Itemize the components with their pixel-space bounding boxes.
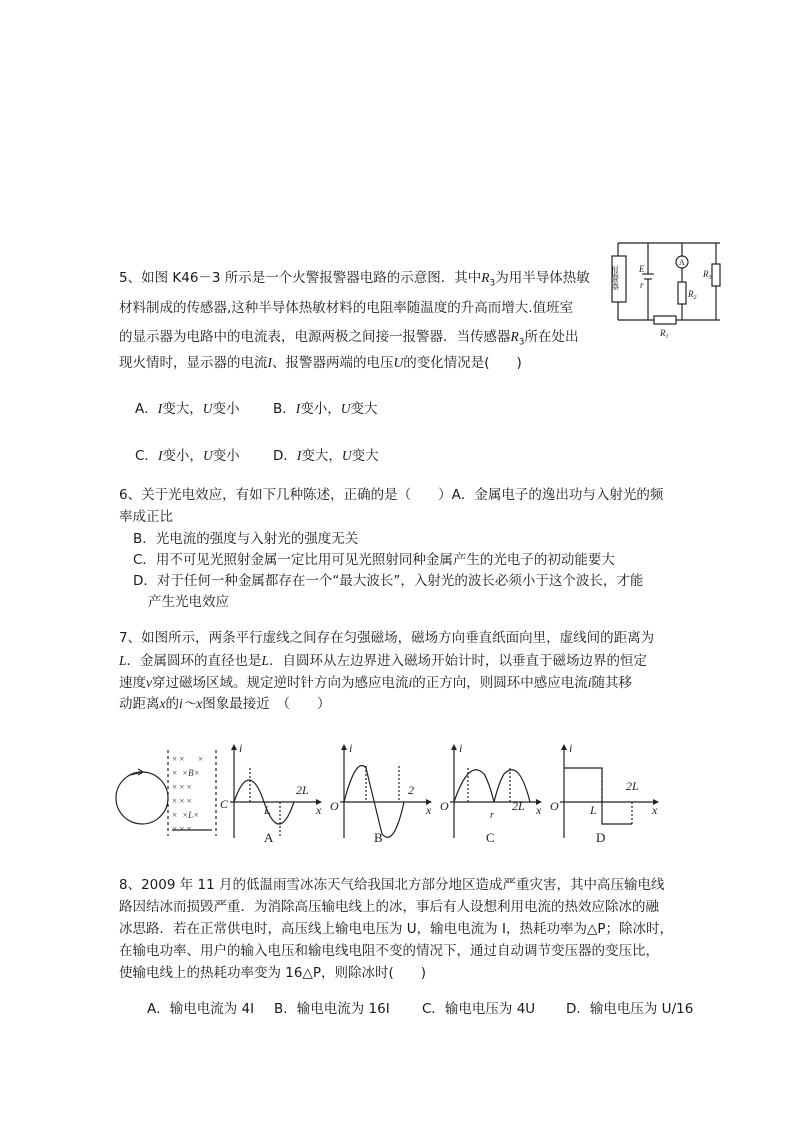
q8-option-b: B．输电电流为 16I [274, 1001, 390, 1017]
q5-option-d: D．I变大，U变大 [273, 448, 379, 464]
graph-d-caption: D [596, 830, 606, 845]
q8-option-c: C．输电电压为 4U [422, 1001, 536, 1017]
q7-line-3: 速度v穿过磁场区域。规定逆时针方向为感应电流i的正方向，则圆环中感应电流i随其移 [119, 675, 633, 691]
svg-text:× × ×: × × × [172, 824, 192, 834]
q7-line-2: L．金属圆环的直径也是L．自圆环从左边界进入磁场开始计时，以垂直于磁场边界的恒定 [119, 653, 648, 669]
q7-line-1: 7、如图所示，两条平行虚线之间存在匀强磁场，磁场方向垂直纸面向里，虚线间的距离为 [119, 630, 655, 646]
svg-text:×: × [198, 754, 204, 764]
q6-option-d-cont: 产生光电效应 [148, 594, 229, 610]
internal-resistance-label: r [640, 280, 644, 290]
q6-option-c: C．用不可见光照射金属一定比用可见光照射同种金属产生的光电子的初动能要大 [133, 552, 615, 568]
svg-text:×: × [172, 768, 178, 778]
graph-d-step [564, 768, 632, 824]
q8-line-1: 8、2009 年 11 月的低温雨雪冰冻天气给我国北方部分地区造成严重灾害，其中高压输电线 [119, 877, 665, 893]
svg-text:×: × [172, 810, 178, 820]
q8-line-3: 冰思路．若在正常供电时，高压线上输电电压为 U，输电电流为 I，热耗功率为△P；除冰时， [119, 921, 673, 937]
q5-line-4: 现火情时，显示器的电流I、报警器两端的电压U的变化情况是( ) [119, 355, 522, 371]
resistor-r1 [654, 316, 676, 324]
alarm-label: 报警器 [610, 266, 620, 290]
graph-d-i-label: i [569, 741, 573, 755]
graph-b-curve [344, 766, 404, 838]
graph-d-2l: 2L [626, 779, 639, 793]
graph-c-origin: O [440, 799, 449, 813]
graph-b-i-label: i [349, 741, 353, 755]
graph-a-origin: C [220, 797, 229, 811]
graph-a-caption: A [264, 830, 274, 845]
q5-line-2: 材料制成的传感器,这种半导体热敏材料的电阻率随温度的升高而增大.值班室 [119, 300, 574, 316]
q5-line-3: 的显示器为电路中的电流表，电源两极之间接一报警器．当传感器$R_3$所在处出 [119, 329, 579, 348]
field-b-label: ×B× [182, 768, 200, 778]
graph-c-x: x [536, 803, 542, 817]
graph-c-r: r [490, 810, 494, 821]
graph-b-2: 2 [408, 783, 414, 797]
q8-line-2: 路因结冰而损毁严重．为消除高压输电线上的冰，事后有人设想利用电流的热效应除冰的融 [119, 899, 659, 915]
graph-c-2l: 2L [512, 799, 525, 813]
graph-d-x: x [652, 803, 658, 817]
field-l-label: ×L× [182, 810, 200, 820]
q5-option-a: A．I变大，U变小 [135, 401, 240, 417]
graph-b-x: x [426, 803, 432, 817]
graph-c-curve [454, 770, 530, 802]
q6-line-2: 率成正比 [119, 509, 173, 525]
q5-line-1: 5、如图 K46－3 所示是一个火警报警器电路的示意图．其中$R_3$为用半导体热敏 [119, 270, 590, 289]
graph-d-l: L [590, 803, 597, 817]
graph-c-caption: C [486, 830, 495, 845]
svg-text:× × ×: × × × [172, 782, 192, 792]
metal-ring [116, 772, 168, 824]
r2-label: $R_2$ [688, 289, 697, 301]
q6-option-b: B．光电流的强度与入射光的强度无关 [133, 531, 359, 547]
graph-b-caption: B [374, 830, 383, 845]
graph-a-i-label: i [239, 741, 243, 755]
graph-d-origin: O [550, 799, 559, 813]
q6-line-1: 6、关于光电效应，有如下几种陈述，正确的是（ ）A．金属电子的逸出功与入射光的频 [119, 487, 664, 503]
resistor-r2 [678, 282, 686, 304]
graph-b-origin: O [330, 799, 339, 813]
r3-label: $R_3$ [703, 269, 712, 281]
field-crosses [172, 754, 203, 834]
q5-option-b: B．I变小，U变大 [273, 401, 378, 417]
svg-text:× ×: × × [172, 754, 185, 764]
emf-label: E [639, 264, 645, 274]
graph-c-i-label: i [459, 741, 463, 755]
q5-option-c: C．I变小，U变小 [135, 448, 240, 464]
ammeter-label: A [679, 258, 685, 267]
graph-a-l: L [264, 803, 271, 817]
svg-text:× × ×: × × × [172, 796, 192, 806]
ring-magnetic-field-figure [112, 738, 672, 848]
q7-line-4: 动距离x的i～x图象最接近 （ ） [119, 696, 331, 712]
q8-line-4: 在输电功率、用户的输入电压和输电线电阻不变的情况下，通过自动调节变压器的变压比， [119, 943, 659, 959]
fire-alarm-circuit-diagram [606, 236, 726, 340]
graph-a-2l: 2L [296, 783, 309, 797]
q8-option-d: D．输电电压为 U/16 [566, 1001, 694, 1017]
graph-a-x: x [316, 803, 322, 817]
q6-option-d: D．对于任何一种金属都存在一个“最大波长”，入射光的波长必须小于这个波长，才能 [133, 573, 644, 589]
sensor-r3 [712, 264, 720, 286]
q8-line-5: 使输电线上的热耗功率变为 16△P，则除冰时( ) [119, 965, 427, 981]
q8-option-a: A．输电电流为 4I [147, 1001, 255, 1017]
r1-label: $R_1$ [660, 328, 669, 340]
